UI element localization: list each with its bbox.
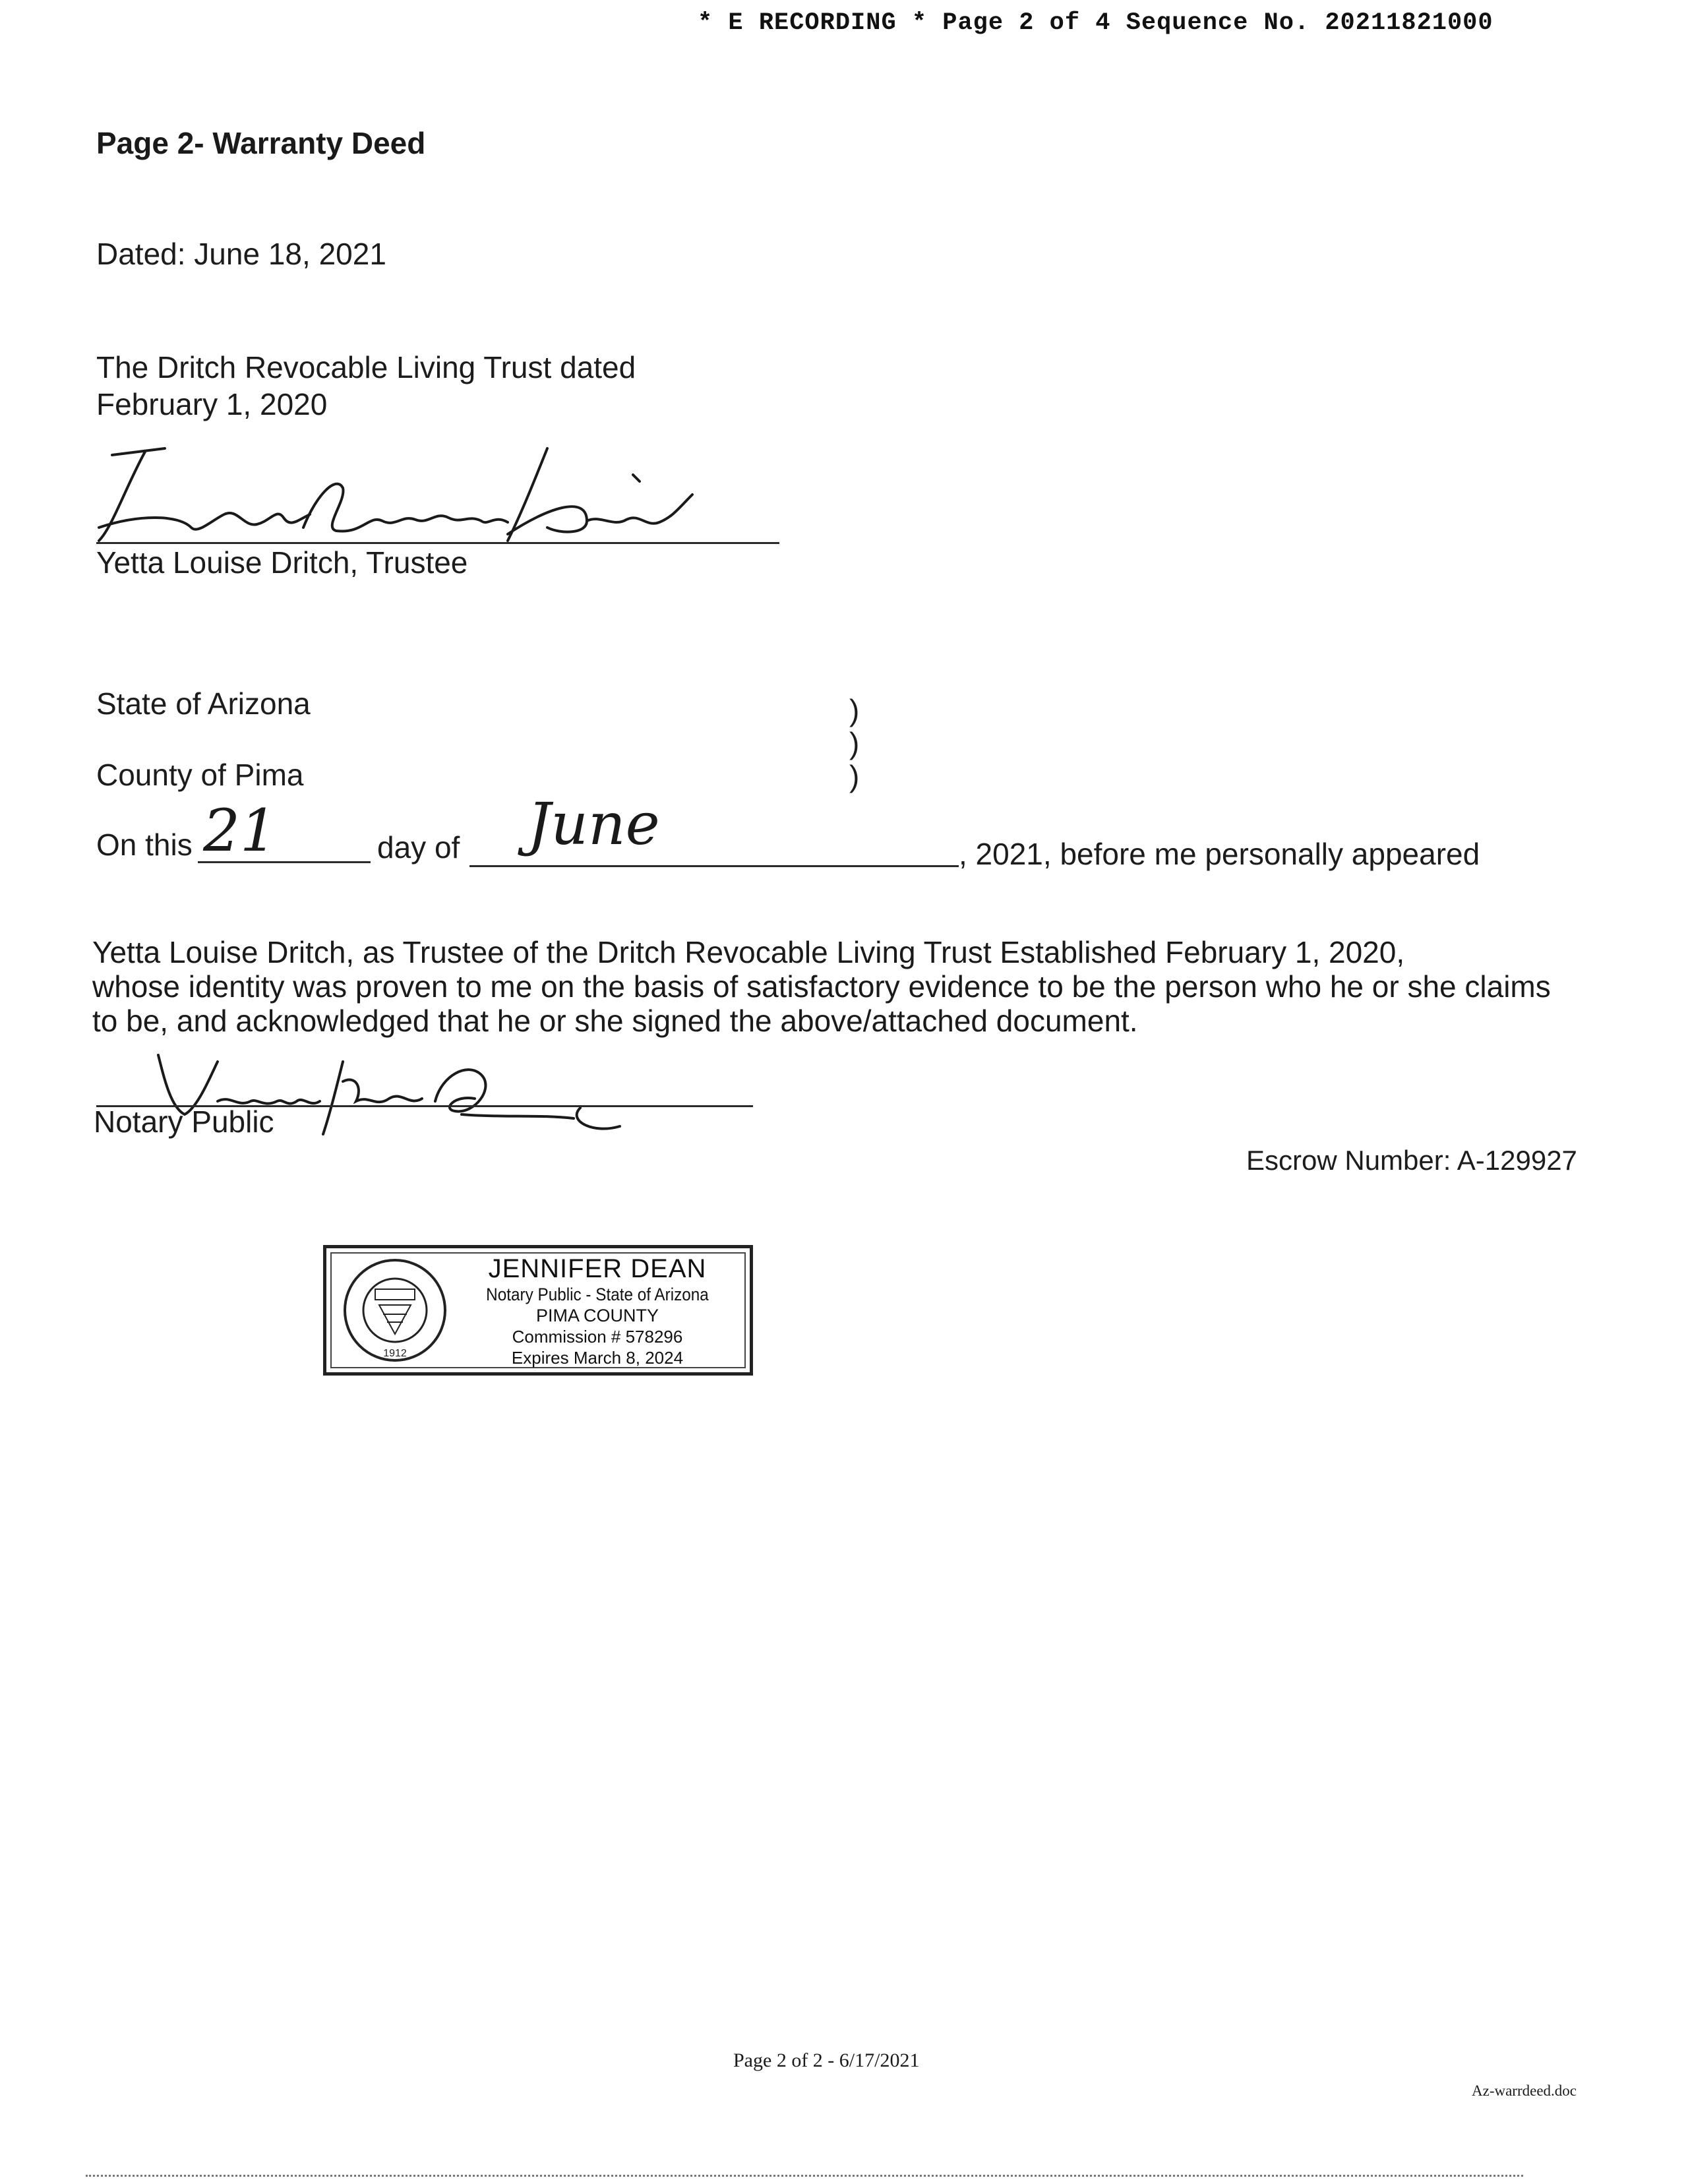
- ack-day-handwritten: 21: [203, 797, 277, 864]
- notary-county: PIMA COUNTY: [535, 1306, 659, 1325]
- venue-paren-1: ): [849, 693, 860, 727]
- notary-stamp-text: [456, 1254, 739, 1368]
- paragraph-line2: whose identity was proven to me on the basis of satisfactory evidence to be the person who he or she claims: [92, 969, 1551, 1004]
- notary-commission: Commission # 578296: [512, 1327, 683, 1347]
- trustee-signature: [86, 435, 719, 554]
- ack-year-clause: , 2021, before me personally appeared: [959, 837, 1480, 871]
- notary-expires: Expires March 8, 2024: [511, 1348, 684, 1368]
- trust-name-line1: The Dritch Revocable Living Trust dated: [96, 350, 636, 384]
- acknowledgment-paragraph: [92, 935, 1609, 1038]
- footer-filename: Az-warrdeed.doc: [1472, 2082, 1577, 2099]
- ack-on-this: On this: [96, 828, 193, 862]
- escrow-number: Escrow Number: A-129927: [1246, 1145, 1577, 1176]
- ack-day-of: day of: [377, 830, 460, 864]
- paragraph-line1: Yetta Louise Dritch, as Trustee of the Dritch Revocable Living Trust Established February 1, 2020,: [92, 935, 1405, 969]
- notary-caption: Notary Public: [94, 1105, 274, 1139]
- recording-header: * E RECORDING * Page 2 of 4 Sequence No. 20211821000: [698, 9, 1493, 37]
- page-title: Page 2- Warranty Deed: [96, 126, 426, 160]
- footer-page-info: Page 2 of 2 - 6/17/2021: [733, 2049, 920, 2071]
- ack-month-handwritten: June: [528, 790, 660, 858]
- ack-month-line: [469, 865, 959, 867]
- notary-name: JENNIFER DEAN: [488, 1254, 707, 1283]
- scan-artifact-line: [86, 2175, 1523, 2177]
- venue-paren-3: ): [849, 759, 860, 793]
- trust-name-line2: February 1, 2020: [96, 387, 328, 421]
- venue-state: State of Arizona: [96, 686, 311, 721]
- notary-stamp: [323, 1245, 753, 1376]
- ack-day-line: [198, 861, 371, 863]
- venue-county: County of Pima: [96, 758, 304, 792]
- svg-text:1912: 1912: [383, 1348, 407, 1359]
- notary-title: Notary Public - State of Arizona: [486, 1285, 709, 1304]
- trustee-signature-line: [96, 542, 779, 544]
- trustee-caption: Yetta Louise Dritch, Trustee: [96, 545, 468, 580]
- venue-paren-2: ): [849, 726, 860, 760]
- paragraph-line3: to be, and acknowledged that he or she signed the above/attached document.: [92, 1004, 1138, 1038]
- dated-line: Dated: June 18, 2021: [96, 237, 386, 271]
- great-seal-icon: [341, 1256, 449, 1364]
